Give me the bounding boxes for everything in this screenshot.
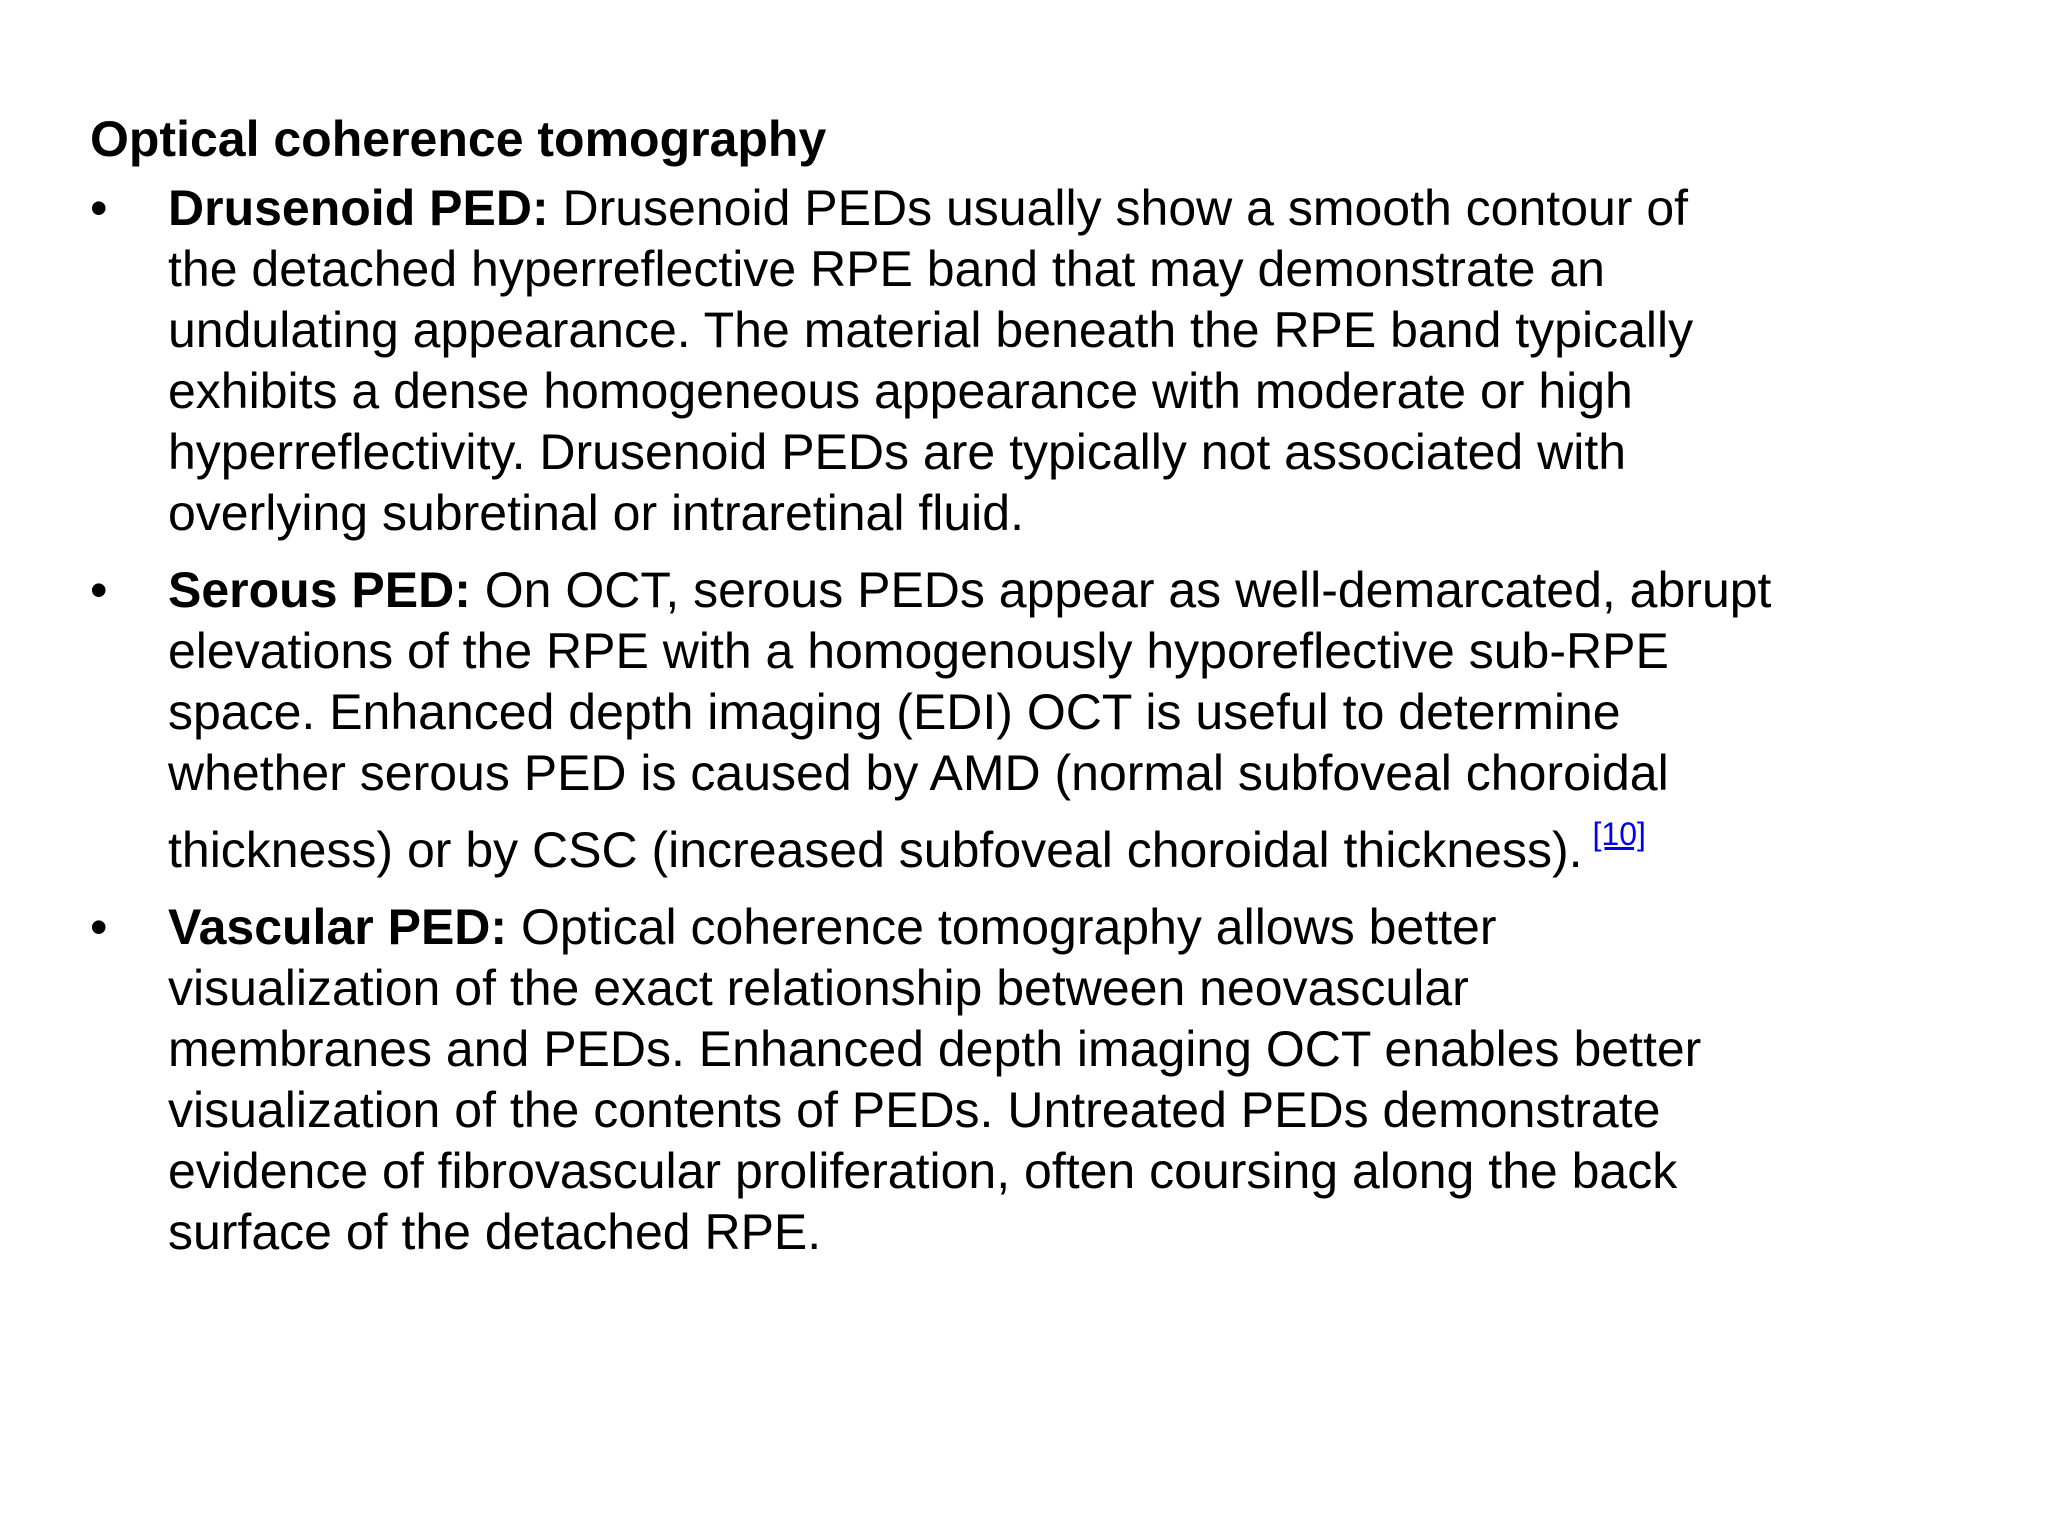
text-line: hyperreflectivity. Drusenoid PEDs are typically not associated with <box>168 424 1627 480</box>
bullet-serous-ped <box>90 560 1990 881</box>
bullet-list <box>90 178 1990 1263</box>
bullet-point-icon: • <box>90 562 108 618</box>
text-line <box>168 178 1990 239</box>
slide-heading: Optical coherence tomography <box>90 111 827 167</box>
text-span: thickness) or by CSC (increased subfoveal choroidal thickness). <box>168 822 1583 878</box>
text-line <box>168 804 1990 881</box>
text-line: undulating appearance. The material beneath the RPE band typically <box>168 302 1694 358</box>
text-line: visualization of the contents of PEDs. Untreated PEDs demonstrate <box>168 1082 1661 1138</box>
term-label: Vascular PED: <box>168 899 508 955</box>
text-line: evidence of fibrovascular proliferation, often coursing along the back <box>168 1143 1678 1199</box>
text-line: space. Enhanced depth imaging (EDI) OCT is useful to determine <box>168 684 1621 740</box>
text-line <box>168 897 1990 958</box>
bullet-vascular-ped <box>90 897 1990 1263</box>
text-line: elevations of the RPE with a homogenously hyporeflective sub-RPE <box>168 623 1669 679</box>
bullet-drusenoid-ped <box>90 178 1990 544</box>
text-line: surface of the detached RPE. <box>168 1204 822 1260</box>
text-line <box>168 560 1990 621</box>
text-line: whether serous PED is caused by AMD (normal subfoveal choroidal <box>168 745 1669 801</box>
bullet-point-icon: • <box>90 180 108 236</box>
term-label: Serous PED: <box>168 562 471 618</box>
text-line: overlying subretinal or intraretinal fluid. <box>168 485 1024 541</box>
bullet-point-icon: • <box>90 899 108 955</box>
reference-link[interactable]: [10] <box>1592 816 1646 852</box>
slide-content <box>90 108 1990 1263</box>
text-span: Optical coherence tomography allows better <box>507 899 1497 955</box>
text-line: exhibits a dense homogeneous appearance with moderate or high <box>168 363 1633 419</box>
term-label: Drusenoid PED: <box>168 180 549 236</box>
text-span: Drusenoid PEDs usually show a smooth contour of <box>548 180 1689 236</box>
text-line: visualization of the exact relationship between neovascular <box>168 960 1469 1016</box>
text-line: the detached hyperreflective RPE band that may demonstrate an <box>168 241 1605 297</box>
text-line: membranes and PEDs. Enhanced depth imaging OCT enables better <box>168 1021 1702 1077</box>
text-span: On OCT, serous PEDs appear as well-demarcated, abrupt <box>470 562 1772 618</box>
